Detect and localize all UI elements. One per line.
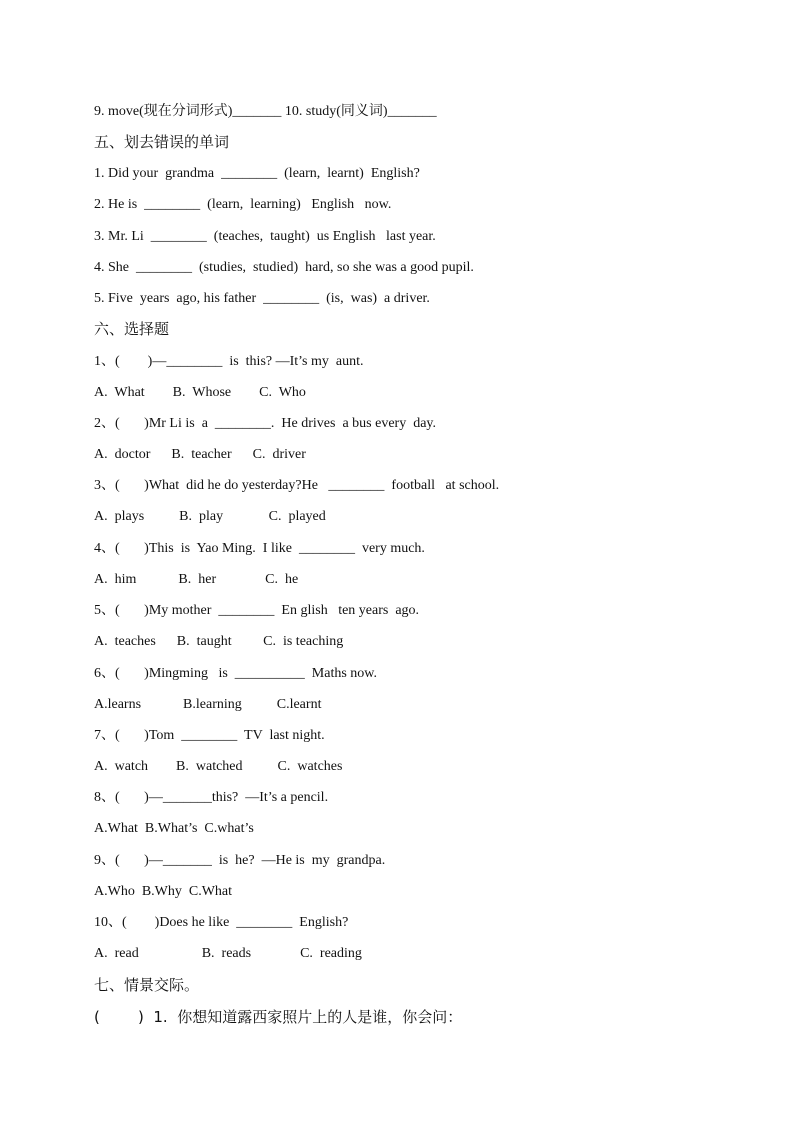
choice-options-2: A. doctor B. teacher C. driver bbox=[94, 447, 306, 462]
situational-question-1: ( ) 1. 你想知道露西家照片上的人是谁，你会问： bbox=[94, 1008, 463, 1026]
section-6-heading: 六、选择题 bbox=[94, 320, 170, 338]
choice-question-3: 3、( )What did he do yesterday?He ________ football at school. bbox=[94, 478, 500, 493]
section-5-question-1: 1. Did your grandma ________ (learn, learnt) English? bbox=[94, 166, 420, 181]
section-5-question-3: 3. Mr. Li ________ (teaches, taught) us English last year. bbox=[94, 229, 436, 244]
section-5-question-2: 2. He is ________ (learn, learning) English now. bbox=[94, 197, 392, 212]
choice-question-1: 1、( )—________ is this? —It’s my aunt. bbox=[94, 354, 364, 369]
choice-options-10: A. read B. reads C. reading bbox=[94, 946, 362, 961]
choice-question-2: 2、( )Mr Li is a ________. He drives a bus every day. bbox=[94, 416, 437, 431]
choice-question-10: 10、( )Does he like ________ English? bbox=[94, 915, 349, 930]
section-5-heading: 五、划去错误的单词 bbox=[94, 133, 230, 151]
choice-question-6: 6、( )Mingming is __________ Maths now. bbox=[94, 666, 377, 681]
choice-question-4: 4、( )This is Yao Ming. I like ________ very much. bbox=[94, 541, 425, 556]
section-5-question-4: 4. She ________ (studies, studied) hard, so she was a good pupil. bbox=[94, 260, 474, 275]
choice-options-6: A.learns B.learning C.learnt bbox=[94, 697, 322, 712]
choice-options-7: A. watch B. watched C. watches bbox=[94, 759, 343, 774]
choice-options-9: A.Who B.Why C.What bbox=[94, 884, 233, 899]
choice-options-8: A.What B.What’s C.what’s bbox=[94, 821, 254, 836]
choice-question-9: 9、( )—_______ is he? —He is my grandpa. bbox=[94, 853, 386, 868]
choice-options-1: A. What B. Whose C. Who bbox=[94, 385, 306, 400]
choice-options-4: A. him B. her C. he bbox=[94, 572, 299, 587]
section-7-heading: 七、情景交际。 bbox=[94, 976, 200, 994]
choice-question-5: 5、( )My mother ________ En glish ten years ago. bbox=[94, 603, 420, 618]
section-5-question-5: 5. Five years ago, his father ________ (is, was) a driver. bbox=[94, 291, 430, 306]
fill-in-items-9-10: 9. move(现在分词形式)_______ 10. study(同义词)_______ bbox=[94, 104, 437, 119]
choice-question-8: 8、( )—_______this? —It’s a pencil. bbox=[94, 790, 329, 805]
choice-options-3: A. plays B. play C. played bbox=[94, 509, 326, 524]
choice-options-5: A. teaches B. taught C. is teaching bbox=[94, 634, 344, 649]
choice-question-7: 7、( )Tom ________ TV last night. bbox=[94, 728, 325, 743]
